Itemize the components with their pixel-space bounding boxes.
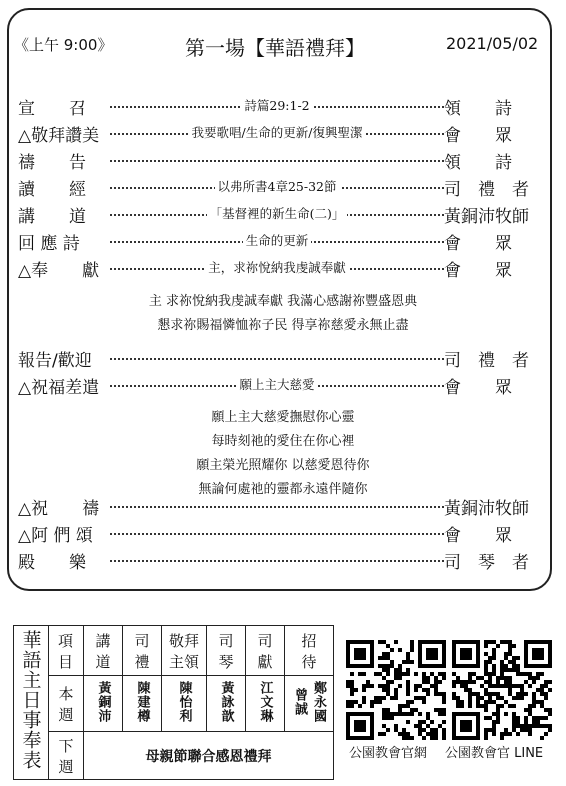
lyric-line: 願主榮光照耀你 以慈愛恩待你 — [196, 458, 370, 473]
order-of-service-row — [18, 256, 538, 281]
leader-dots — [110, 560, 444, 562]
lyric-line: 懇求祢賜福憐恤祢子民 得享祢慈愛永無止盡 — [157, 318, 409, 333]
leader-dots — [110, 506, 444, 508]
website-qr-code[interactable] — [346, 640, 446, 740]
service-item-detail: 以弗所書4章25-32節 — [110, 177, 444, 195]
service-item-label: △祝 禱 — [18, 499, 100, 519]
service-item-detail: 生命的更新 — [110, 231, 444, 249]
service-item-leader: 領 詩 — [444, 153, 512, 173]
duty-roster — [13, 625, 334, 780]
service-item-label: 報告/歡迎 — [18, 351, 92, 371]
service-item-label: 回 應 詩 — [18, 234, 80, 254]
duty-name: 鄭永國 曾誠 — [285, 676, 334, 732]
service-item-label: 殿 樂 — [18, 553, 86, 573]
role-cell: 敬拜主領 — [162, 626, 207, 676]
role-cell: 司禮 — [123, 626, 162, 676]
order-of-service-row — [18, 494, 538, 519]
service-date: 2021/05/02 — [446, 34, 539, 53]
service-time: 《上午 9:00》 — [14, 36, 113, 54]
lyric-line: 主 求祢悅納我虔誠奉獻 我滿心感謝祢豐盛恩典 — [148, 294, 418, 309]
page-title: 第一場【華語禮拜】 — [185, 36, 365, 60]
service-item-detail: 我要歌唱/生命的更新/復興聖潔 — [110, 123, 444, 141]
service-item-leader: 司 禮 者 — [444, 180, 529, 200]
service-item-label: 禱 告 — [18, 153, 86, 173]
role-cell: 講道 — [84, 626, 123, 676]
line-qr-code[interactable] — [452, 640, 552, 740]
service-item-label: 講 道 — [18, 207, 86, 227]
duty-name: 陳怡利 — [162, 676, 207, 732]
duty-name: 黃詠歆 — [207, 676, 246, 732]
website-qr-label: 公園教會官網 — [349, 746, 428, 761]
role-cell: 招待 — [285, 626, 334, 676]
service-item-leader: 司 禮 者 — [444, 351, 529, 371]
leader-dots — [110, 358, 444, 360]
service-item-detail: 「基督裡的新生命(二)」 — [110, 204, 444, 222]
order-of-service-row — [18, 175, 538, 200]
order-of-service-row — [18, 94, 538, 119]
lyric-line: 每時刻祂的愛住在你心裡 — [211, 434, 355, 449]
service-item-leader: 黃銅沛牧師 — [444, 499, 529, 519]
roster-item-header: 項目 — [57, 631, 74, 671]
service-item-label: △阿 們 頌 — [18, 526, 93, 546]
service-item-leader: 會 眾 — [444, 378, 512, 398]
service-item-leader: 會 眾 — [444, 261, 512, 281]
service-item-detail: 詩篇29:1-2 — [110, 96, 444, 114]
this-week-label: 本週 — [58, 684, 74, 724]
lyric-line: 無論何處祂的靈都永遠伴隨你 — [198, 482, 368, 497]
service-item-detail: 主，求祢悅納我虔誠奉獻 — [110, 258, 444, 276]
leader-dots — [110, 160, 444, 162]
service-item-leader: 領 詩 — [444, 99, 512, 119]
order-of-service-row — [18, 548, 538, 573]
roster-title: 華語主日事奉表 — [19, 630, 42, 770]
service-item-detail: 願上主大慈愛 — [110, 375, 444, 393]
order-of-service-row — [18, 229, 538, 254]
service-item-label: △奉 獻 — [18, 261, 100, 281]
service-item-leader: 會 眾 — [444, 526, 512, 546]
order-of-service-row — [18, 373, 538, 398]
duty-name: 陳建樽 — [123, 676, 162, 732]
role-cell: 司琴 — [207, 626, 246, 676]
service-item-leader: 黃銅沛牧師 — [444, 207, 529, 227]
leader-dots — [110, 533, 444, 535]
service-item-leader: 會 眾 — [444, 234, 512, 254]
service-item-leader: 會 眾 — [444, 126, 512, 146]
duty-name: 黃銅沛 — [84, 676, 123, 732]
next-week-note: 母親節聯合感恩禮拜 — [84, 732, 334, 780]
service-item-label: 讀 經 — [18, 180, 86, 200]
order-of-service-row — [18, 346, 538, 371]
next-week-label: 下週 — [58, 736, 74, 776]
order-of-service-row — [18, 521, 538, 546]
lyric-line: 願上主大慈愛撫慰你心靈 — [211, 410, 355, 425]
order-of-service-row — [18, 121, 538, 146]
role-cell: 司獻 — [246, 626, 285, 676]
line-qr-label: 公園教會官 LINE — [445, 746, 544, 761]
service-item-leader: 司 琴 者 — [444, 553, 529, 573]
duty-name: 江文琳 — [246, 676, 285, 732]
order-of-service-row — [18, 202, 538, 227]
service-item-label: △敬拜讚美 — [18, 126, 100, 146]
order-of-service-row — [18, 148, 538, 173]
service-item-label: △祝福差遣 — [18, 378, 100, 398]
service-item-label: 宣 召 — [18, 99, 86, 119]
